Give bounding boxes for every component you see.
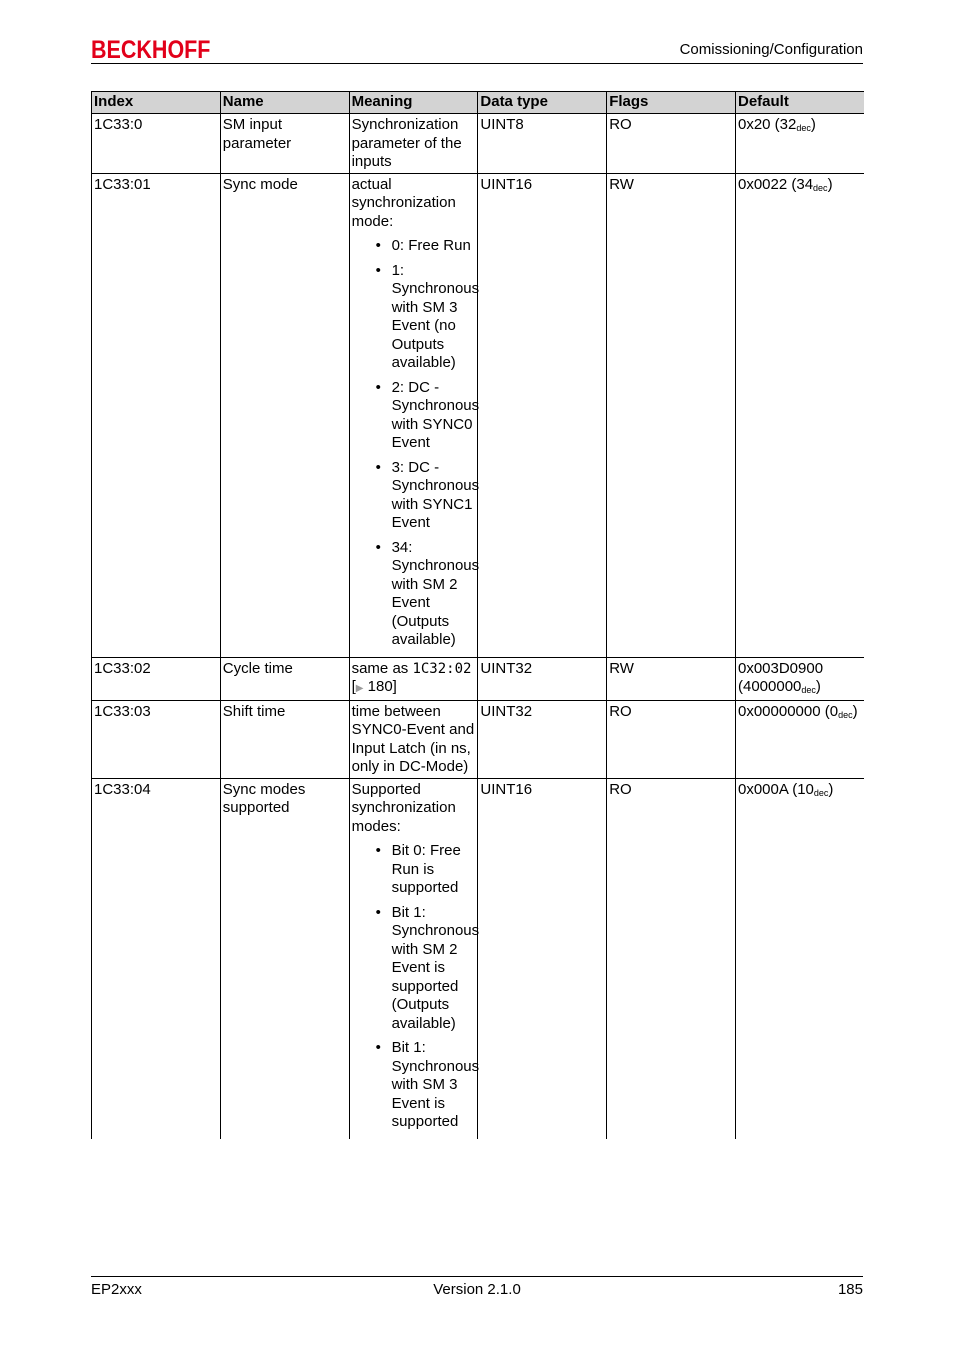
object-table xyxy=(91,91,864,1139)
cross-reference-bracket: [ xyxy=(351,678,356,695)
cell-flags: RW xyxy=(607,173,736,657)
cross-reference-object[interactable]: 1C32:02 xyxy=(412,660,472,677)
footer-product: EP2xxx xyxy=(91,1281,142,1298)
cell-name: SM input parameter xyxy=(220,114,349,174)
cell-data-type: UINT16 xyxy=(478,778,607,1139)
cell-index: 1C33:01 xyxy=(92,173,221,657)
cell-flags: RO xyxy=(607,114,736,174)
meaning-text: Supported synchronization modes: xyxy=(351,780,456,835)
table-row xyxy=(92,778,865,1139)
cell-meaning: Synchronization parameter of the inputs xyxy=(349,114,478,174)
cell-flags: RW xyxy=(607,657,736,700)
default-value: 0x20 (32 xyxy=(737,116,797,133)
header-flags: Flags xyxy=(607,92,736,114)
list-item: • Bit 1: Synchronous with SM 2 Event is supported (Outputs available) xyxy=(352,904,476,1034)
table-row xyxy=(92,173,865,657)
cell-name: Sync mode xyxy=(220,173,349,657)
cell-index: 1C33:04 xyxy=(92,778,221,1139)
meaning-bullets xyxy=(352,237,480,650)
cell-meaning xyxy=(349,173,478,657)
default-radix: dec xyxy=(838,709,853,720)
cell-data-type: UINT32 xyxy=(478,657,607,700)
default-radix: dec xyxy=(813,787,829,798)
default-value: 0x003D0900 (4000000 xyxy=(737,659,824,695)
list-item: • 0: Free Run xyxy=(352,237,476,256)
header-name: Name xyxy=(220,92,349,114)
cell-index: 1C33:0 xyxy=(92,114,221,174)
cell-data-type: UINT8 xyxy=(478,114,607,174)
footer-page-number: 185 xyxy=(837,1281,863,1298)
footer-version: Version 2.1.0 xyxy=(433,1281,521,1298)
list-item: • 3: DC - Synchronous with SYNC1 Event xyxy=(352,459,476,533)
cell-name: Cycle time xyxy=(220,657,349,700)
list-item: • Bit 1: Synchronous with SM 3 Event is supported xyxy=(352,1039,476,1132)
beckhoff-logo: BECKHOFF xyxy=(91,36,211,64)
default-value: 0x000A (10 xyxy=(737,780,814,798)
cross-reference-page[interactable]: 180] xyxy=(363,678,397,695)
cell-default xyxy=(735,700,864,778)
object-table-container xyxy=(91,91,864,1213)
default-value: 0x00000000 (0 xyxy=(737,702,839,720)
meaning-bullets xyxy=(352,842,480,1132)
cell-default xyxy=(735,173,864,657)
cell-default xyxy=(735,778,864,1139)
cell-index: 1C33:03 xyxy=(92,700,221,778)
cell-default xyxy=(735,114,864,174)
default-close: ) xyxy=(852,702,858,720)
meaning-text: same as xyxy=(351,659,413,677)
table-row xyxy=(92,700,865,778)
list-item: • 34: Synchronous with SM 2 Event (Outputs available) xyxy=(352,539,476,650)
cell-name: Shift time xyxy=(220,700,349,778)
header-data-type: Data type xyxy=(478,92,607,114)
table-row xyxy=(92,114,865,174)
cell-data-type: UINT32 xyxy=(478,700,607,778)
list-item: • 2: DC - Synchronous with SYNC0 Event xyxy=(352,379,476,453)
table-row xyxy=(92,657,865,700)
default-radix: dec xyxy=(796,123,811,133)
cell-index: 1C33:02 xyxy=(92,657,221,700)
table-header-row xyxy=(92,92,865,114)
default-radix: dec xyxy=(801,685,816,695)
cell-name: Sync modes supported xyxy=(220,778,349,1139)
header-default: Default xyxy=(735,92,864,114)
footer-rule xyxy=(91,1276,863,1277)
default-close: ) xyxy=(815,678,821,695)
cell-meaning xyxy=(349,778,478,1139)
default-radix: dec xyxy=(813,182,828,193)
header-index: Index xyxy=(92,92,221,114)
cell-meaning: time between SYNC0-Event and Input Latch (in ns, only in DC-Mode) xyxy=(349,700,478,778)
list-item: • Bit 0: Free Run is supported xyxy=(352,842,476,898)
link-arrow-icon[interactable]: ▶ xyxy=(355,683,364,694)
default-value: 0x0022 (34 xyxy=(737,175,814,193)
cell-flags: RO xyxy=(607,700,736,778)
meaning-text: actual synchronization mode: xyxy=(351,175,456,230)
cell-meaning xyxy=(349,657,478,700)
section-title: Comissioning/Configuration xyxy=(679,41,863,58)
header-rule xyxy=(91,63,863,64)
cell-default xyxy=(735,657,864,700)
default-close: ) xyxy=(810,116,816,133)
cell-flags: RO xyxy=(607,778,736,1139)
cell-data-type: UINT16 xyxy=(478,173,607,657)
default-close: ) xyxy=(827,175,833,193)
default-close: ) xyxy=(828,780,834,798)
header-meaning: Meaning xyxy=(349,92,478,114)
list-item: • 1: Synchronous with SM 3 Event (no Outputs available) xyxy=(352,262,476,373)
